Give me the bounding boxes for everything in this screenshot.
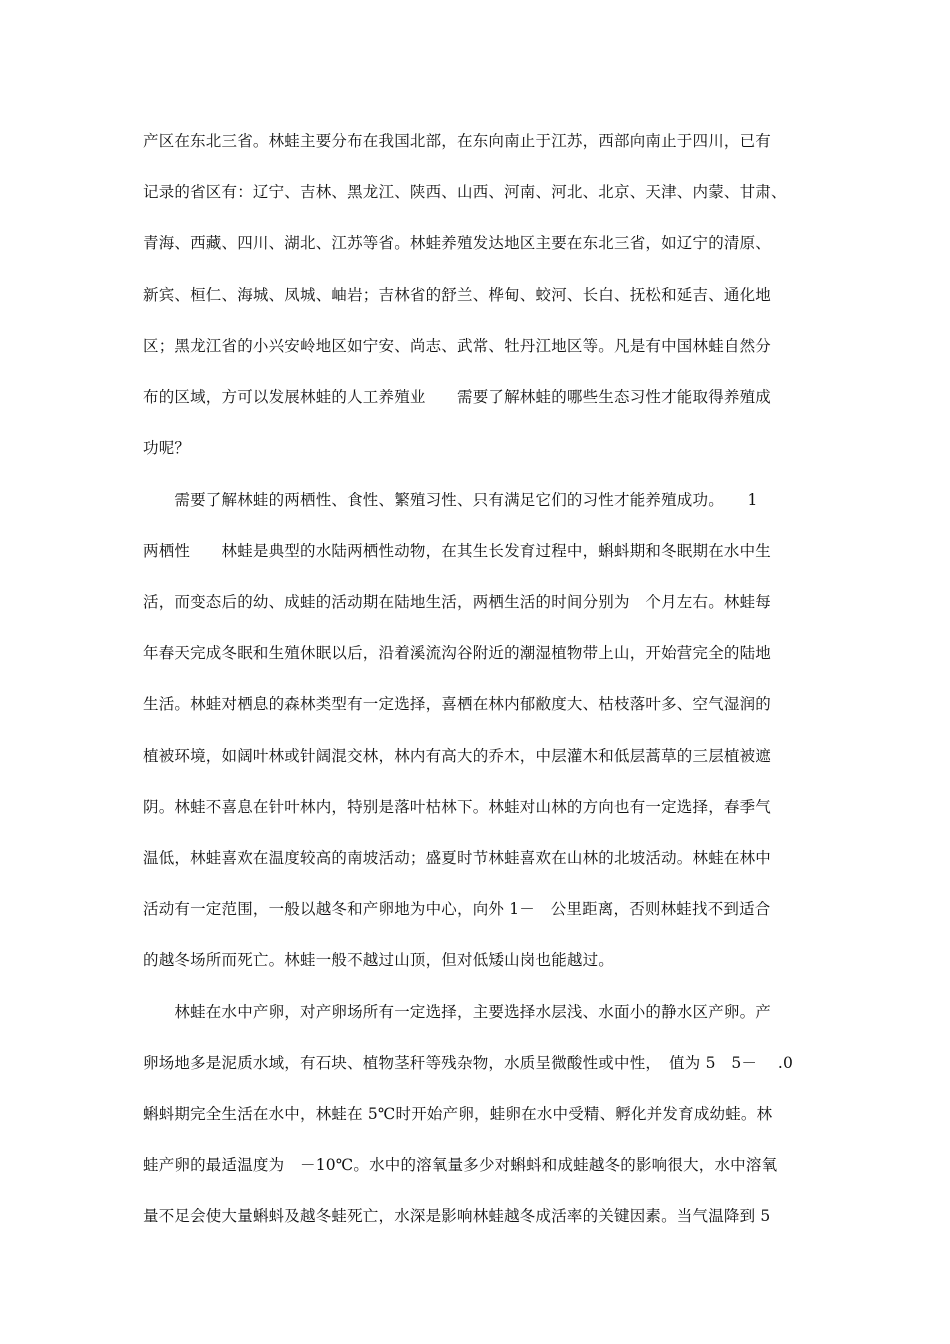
text-line: 记录的省区有：辽宁、吉林、黑龙江、陕西、山西、河南、河北、北京、天津、内蒙、甘肃、 (143, 183, 787, 201)
text-line: 年春天完成冬眠和生殖休眠以后，沿着溪流沟谷附近的潮湿植物带上山，开始营完全的陆地 (143, 644, 772, 662)
text-line: 区；黑龙江省的小兴安岭地区如宁安、尚志、武常、牡丹江地区等。凡是有中国林蛙自然分 (143, 337, 772, 355)
text-line: 阴。林蛙不喜息在针叶林内，特别是落叶枯林下。林蛙对山林的方向也有一定选择，春季气 (143, 798, 772, 816)
text-line: 活，而变态后的幼、成蛙的活动期在陆地生活，两栖生活的时间分别为 个月左右。林蛙每 (143, 593, 772, 611)
text-line: 温低，林蛙喜欢在温度较高的南坡活动；盛夏时节林蛙喜欢在山林的北坡活动。林蛙在林中 (143, 849, 772, 867)
text-line: 青海、西藏、四川、湖北、江苏等省。林蛙养殖发达地区主要在东北三省，如辽宁的清原、 (143, 234, 772, 252)
text-line: 林蛙在水中产卵，对产卵场所有一定选择，主要选择水层浅、水面小的静水区产卵。产 (143, 1003, 772, 1021)
text-line: 的越冬场所而死亡。林蛙一般不越过山顶，但对低矮山岗也能越过。 (143, 951, 615, 969)
text-line: 蝌蚪期完全生活在水中，林蛙在 5℃时开始产卵，蛙卵在水中受精、孵化并发育成幼蛙。林 (143, 1105, 773, 1123)
text-line: 卵场地多是泥质水域，有石块、植物茎秆等残杂物，水质呈微酸性或中性， 值为 5 5－ .0 (143, 1054, 794, 1072)
text-line: 产区在东北三省。林蛙主要分布在我国北部，在东向南止于江苏，西部向南止于四川，已有 (143, 132, 772, 150)
text-line: 活动有一定范围，一般以越冬和产卵地为中心，向外 1－ 公里距离，否则林蛙找不到适合 (143, 900, 771, 918)
text-line: 植被环境，如阔叶林或针阔混交林，林内有高大的乔木，中层灌木和低层蒿草的三层植被遮 (143, 747, 772, 765)
text-line: 需要了解林蛙的两栖性、食性、繁殖习性、只有满足它们的习性才能养殖成功。 1 (143, 491, 758, 509)
text-line: 量不足会使大量蝌蚪及越冬蛙死亡，水深是影响林蛙越冬成活率的关键因素。当气温降到 5 (143, 1207, 771, 1225)
text-line: 两栖性 林蛙是典型的水陆两栖性动物，在其生长发育过程中，蝌蚪期和冬眠期在水中生 (143, 542, 772, 560)
text-line: 功呢？ (143, 439, 191, 457)
text-line: 蛙产卵的最适温度为 －10℃。水中的溶氧量多少对蝌蚪和成蛙越冬的影响很大，水中溶氧 (143, 1156, 778, 1174)
text-line: 布的区域，方可以发展林蛙的人工养殖业 需要了解林蛙的哪些生态习性才能取得养殖成 (143, 388, 772, 406)
text-line: 生活。林蛙对栖息的森林类型有一定选择，喜栖在林内郁敝度大、枯枝落叶多、空气湿润的 (143, 695, 772, 713)
text-line: 新宾、桓仁、海城、凤城、岫岩；吉林省的舒兰、桦甸、蛟河、长白、抚松和延吉、通化地 (143, 286, 772, 304)
